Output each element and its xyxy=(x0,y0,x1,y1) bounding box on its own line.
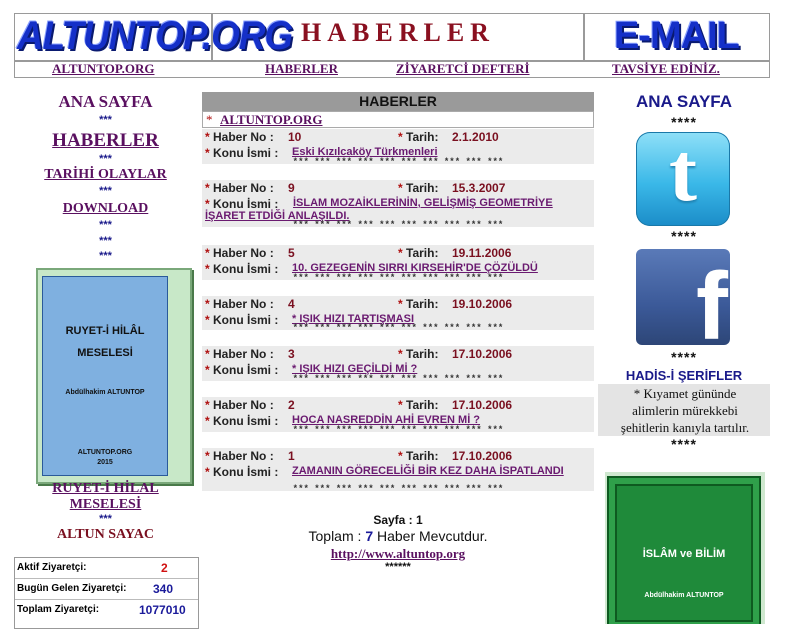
right-stars-2: **** xyxy=(671,228,697,244)
news-title-link[interactable]: İSLAM MOZAİKLERİNİN, GELİŞMİŞ GEOMETRİYE İŞARET ETDİĞİ ANLAŞILDI. xyxy=(205,197,553,222)
counter-row xyxy=(15,600,198,620)
tarih-label: * Tarih: xyxy=(398,246,439,260)
counter-row xyxy=(15,558,198,579)
news-separator: *** *** *** *** *** *** *** *** *** *** xyxy=(292,273,504,283)
haber-no-value: 1 xyxy=(288,449,295,463)
toplam-suffix: Haber Mevcutdur. xyxy=(373,528,488,544)
news-title-link[interactable]: ZAMANIN GÖRECELİĞİ BİR KEZ DAHA İSPATLANDI xyxy=(292,465,564,477)
counter-table xyxy=(14,557,199,629)
haber-no-label: * Haber No : xyxy=(205,398,274,412)
news-site-link[interactable]: ALTUNTOP.ORG xyxy=(220,112,323,127)
tarih-value: 17.10.2006 xyxy=(452,398,513,412)
news-separator: *** *** *** *** *** *** *** *** *** *** xyxy=(292,220,504,230)
facebook-letter: f xyxy=(696,253,728,345)
left-tarihi-olaylar-link[interactable]: TARİHİ OLAYLAR xyxy=(44,167,167,182)
haber-no-value: 10 xyxy=(288,130,302,144)
hadis-title: HADİS-İ ŞERİFLER xyxy=(625,368,743,383)
ruyet-hilal-link-2[interactable]: MESELESİ xyxy=(69,497,142,512)
twitter-icon[interactable] xyxy=(636,126,730,226)
counter-value: 340 xyxy=(153,582,174,596)
toplam-prefix: Toplam : xyxy=(308,528,366,544)
nav-ziyaretci-defteri[interactable]: ZİYARETCİ DEFTERİ xyxy=(396,61,530,76)
islam-book-author: Abdülhakim ALTUNTOP xyxy=(644,592,724,599)
book-title-2: MESELESİ xyxy=(77,347,133,359)
hadis-box xyxy=(598,384,770,436)
islam-book-face xyxy=(607,476,761,624)
page-title: HABERLER xyxy=(301,18,495,47)
site-star: * xyxy=(206,112,213,127)
left-stars-7: *** xyxy=(99,513,112,525)
left-stars-2: *** xyxy=(99,153,112,165)
tarih-value: 17.10.2006 xyxy=(452,347,513,361)
haber-no-label: * Haber No : xyxy=(205,130,274,144)
tarih-value: 15.3.2007 xyxy=(452,181,506,195)
haber-no-value: 3 xyxy=(288,347,295,361)
news-separator: *** *** *** *** *** *** *** *** *** *** xyxy=(292,374,504,384)
counter-label: Bugün Gelen Ziyaretçi: xyxy=(17,583,127,594)
haber-no-value: 4 xyxy=(288,297,295,311)
altun-sayac-title: ALTUN SAYAC xyxy=(57,527,154,542)
counter-value: 2 xyxy=(161,561,168,575)
counter-value: 1077010 xyxy=(139,603,186,617)
book-cover-face xyxy=(42,276,168,476)
tarih-label: * Tarih: xyxy=(398,130,439,144)
book-title-1: RUYET-İ HİLÂL xyxy=(65,325,145,337)
news-title-link[interactable]: HOCA NASREDDİN AHİ EVREN Mİ ? xyxy=(292,414,481,426)
news-separator: *** *** *** *** *** *** *** *** *** *** xyxy=(292,484,504,494)
left-stars-1: *** xyxy=(99,114,112,126)
news-separator: *** *** *** *** *** *** *** *** *** *** xyxy=(292,425,504,435)
bottom-stars: ****** xyxy=(385,561,411,573)
left-haberler-link[interactable]: HABERLER xyxy=(52,130,159,151)
site-url-link[interactable]: http://www.altuntop.org xyxy=(330,546,466,561)
nav-haberler[interactable]: HABERLER xyxy=(265,61,338,76)
news-title-link[interactable]: * IŞIK HIZI GEÇİLDİ Mİ ? xyxy=(292,363,418,375)
hadis-text: * Kıyamet gününde alimlerin mürekkebi şehitlerin kanıyla tartılır. xyxy=(620,386,750,435)
news-separator: *** *** *** *** *** *** *** *** *** *** xyxy=(292,157,504,167)
haber-no-label: * Haber No : xyxy=(205,181,274,195)
haber-no-label: * Haber No : xyxy=(205,246,274,260)
haber-no-label: * Haber No : xyxy=(205,347,274,361)
tarih-label: * Tarih: xyxy=(398,398,439,412)
right-stars-4: **** xyxy=(671,436,697,452)
haber-no-value: 2 xyxy=(288,398,295,412)
left-download-link[interactable]: DOWNLOAD xyxy=(62,201,149,216)
book-site: ALTUNTOP.ORG xyxy=(77,449,133,456)
news-title-link[interactable]: * IŞIK HIZI TARTIŞMASI xyxy=(292,313,415,325)
left-column xyxy=(14,90,197,624)
haber-no-value: 9 xyxy=(288,181,295,195)
news-separator: *** *** *** *** *** *** *** *** *** *** xyxy=(292,323,504,333)
counter-label: Aktif Ziyaretçi: xyxy=(17,562,87,573)
twitter-letter: t xyxy=(669,126,697,219)
email-logo[interactable]: E-MAIL xyxy=(614,15,739,57)
konu-label: * Konu İsmi : xyxy=(205,363,279,377)
left-stars-4: *** xyxy=(99,219,112,231)
konu-label: * Konu İsmi : xyxy=(205,465,279,479)
nav-tavsiye[interactable]: TAVSİYE EDİNİZ. xyxy=(612,61,720,76)
konu-label: * Konu İsmi : xyxy=(205,313,279,327)
left-stars-6: *** xyxy=(99,250,112,262)
tarih-value: 2.1.2010 xyxy=(452,130,499,144)
right-stars-3: **** xyxy=(671,349,697,365)
tarih-label: * Tarih: xyxy=(398,297,439,311)
book-author: Abdülhakim ALTUNTOP xyxy=(65,389,145,396)
site-logo[interactable]: ALTUNTOP.ORG xyxy=(17,14,293,58)
tarih-label: * Tarih: xyxy=(398,181,439,195)
left-stars-5: *** xyxy=(99,235,112,247)
haber-no-label: * Haber No : xyxy=(205,449,274,463)
left-stars-3: *** xyxy=(99,185,112,197)
islam-book-title: İSLÂM ve BİLİM xyxy=(642,548,726,560)
sayfa-label: Sayfa : 1 xyxy=(373,513,423,527)
haber-no-label: * Haber No : xyxy=(205,297,274,311)
book-cover-islam-bilim[interactable] xyxy=(605,472,765,624)
konu-label: * Konu İsmi : xyxy=(205,146,279,160)
right-stars-1: **** xyxy=(671,114,697,130)
news-heading: HABERLER xyxy=(202,92,594,111)
counter-row xyxy=(15,579,198,600)
konu-label: * Konu İsmi : xyxy=(205,197,279,211)
tarih-label: * Tarih: xyxy=(398,347,439,361)
nav-altuntop[interactable]: ALTUNTOP.ORG xyxy=(52,61,155,76)
konu-label: * Konu İsmi : xyxy=(205,262,279,276)
tarih-value: 19.11.2006 xyxy=(452,246,512,260)
left-ana-sayfa[interactable]: ANA SAYFA xyxy=(58,92,153,111)
news-site-row xyxy=(202,111,594,128)
haber-no-value: 5 xyxy=(288,246,295,260)
konu-label: * Konu İsmi : xyxy=(205,414,279,428)
tarih-value: 17.10.2006 xyxy=(452,449,513,463)
ruyet-hilal-link-1[interactable]: RUYET-İ HİLAL xyxy=(52,481,159,496)
toplam-count: 7 xyxy=(365,528,374,544)
tarih-label: * Tarih: xyxy=(398,449,439,463)
counter-label: Toplam Ziyaretçi: xyxy=(17,604,100,615)
news-title-link[interactable]: 10. GEZEGENİN SIRRI KIRSEHİR'DE ÇÖZÜLDÜ xyxy=(292,262,538,274)
book-cover-ruyet[interactable] xyxy=(36,268,192,484)
right-ana-sayfa[interactable]: ANA SAYFA xyxy=(635,92,733,111)
news-title-link[interactable]: Eski Kızılcaköy Türkmenleri xyxy=(292,146,438,158)
book-year: 2015 xyxy=(97,459,113,466)
facebook-icon[interactable] xyxy=(636,249,730,345)
toplam-label xyxy=(202,528,594,544)
tarih-value: 19.10.2006 xyxy=(452,297,513,311)
